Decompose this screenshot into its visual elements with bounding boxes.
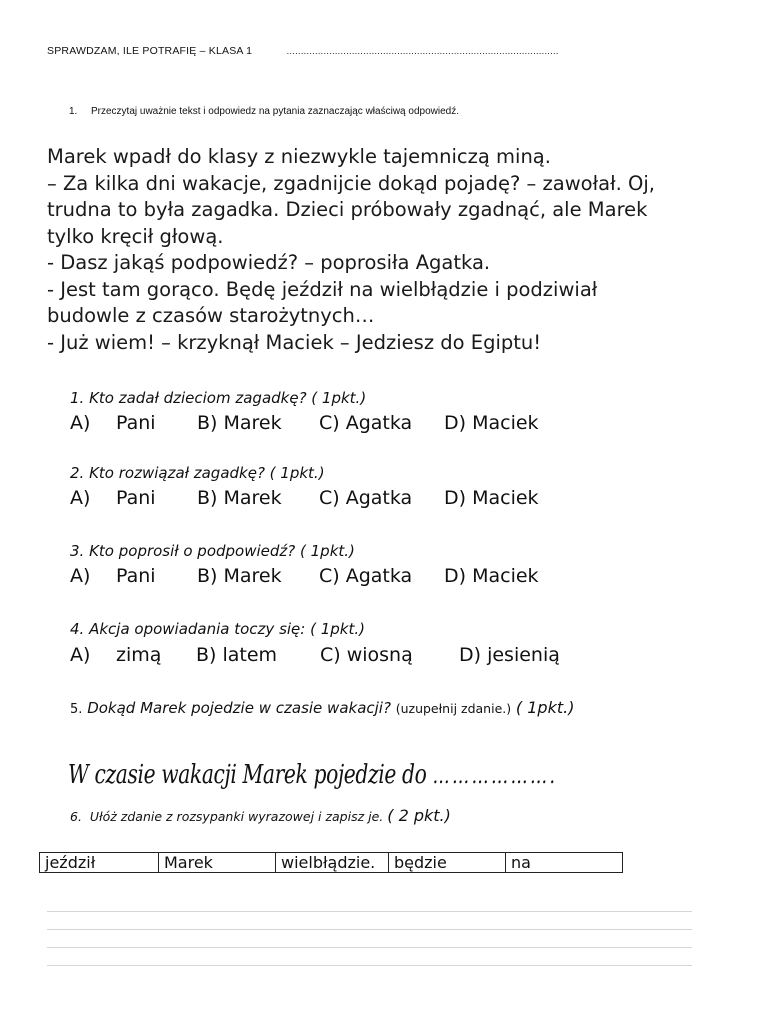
story-line: tylko kręcił głową. [47, 224, 224, 248]
story-line: Marek wpadł do klasy z niezwykle tajemniczą miną. [47, 145, 551, 168]
story-line: – Za kilka dni wakacje, zgadnijcie dokąd pojadę? – zawołał. Oj, [47, 171, 655, 195]
option-c[interactable]: C) Agatka [319, 565, 413, 587]
option-a-label[interactable]: A) [70, 412, 91, 434]
answers-3 [70, 565, 539, 587]
word-cell: będzie [389, 853, 506, 873]
answers-2 [70, 487, 539, 509]
writing-line[interactable] [47, 965, 692, 966]
word-cell: jeździł [40, 853, 159, 873]
story-line: - Dasz jakąś podpowiedź? – poprosiła Agatka. [47, 251, 491, 274]
story-text [47, 144, 655, 356]
instruction-number: 1. [69, 106, 78, 117]
question-5-text: Dokąd Marek pojedzie w czasie wakacji? [87, 699, 391, 717]
question-6-text: Ułóż zdanie z rozsypanki wyrazowej i zapisz je. [89, 809, 384, 824]
handwritten-sentence [68, 760, 557, 790]
answer-blank[interactable]: ………………. [432, 764, 558, 789]
word-row [40, 853, 623, 873]
question-5-hint: (uzupełnij zdanie.) [395, 701, 512, 716]
word-cell: Marek [159, 853, 276, 873]
option-d[interactable]: D) Maciek [444, 412, 539, 434]
question-5 [70, 698, 574, 717]
story-line: trudna to była zagadka. Dzieci próbowały zgadnąć, ale Marek [47, 198, 648, 221]
option-a[interactable]: Pani [116, 487, 156, 509]
story-line: budowle z czasów starożytnych… [47, 304, 375, 327]
option-c[interactable]: C) Agatka [319, 412, 413, 434]
worksheet-header [47, 45, 558, 57]
writing-line[interactable] [47, 929, 692, 930]
word-cell: na [506, 853, 623, 873]
option-b[interactable]: B) Marek [197, 565, 282, 587]
option-d[interactable]: D) Maciek [444, 487, 539, 509]
answers-4 [70, 644, 560, 666]
option-c[interactable]: C) wiosną [320, 644, 413, 666]
question-6-points: ( 2 pkt.) [387, 806, 451, 825]
option-c[interactable]: C) Agatka [319, 487, 413, 509]
option-a-label[interactable]: A) [70, 644, 91, 666]
option-b[interactable]: B) Marek [197, 487, 282, 509]
option-a-label[interactable]: A) [70, 565, 91, 587]
option-a[interactable]: zimą [116, 644, 162, 666]
question-4: 4. Akcja opowiadania toczy się: ( 1pkt.) [70, 620, 365, 638]
question-3: 3. Kto poprosił o podpowiedź? ( 1pkt.) [70, 542, 355, 560]
question-6-number: 6. [70, 809, 82, 824]
word-cell: wielbłądzie. [276, 853, 389, 873]
answers-1 [70, 412, 539, 434]
instruction [69, 106, 459, 117]
story-line: - Już wiem! – krzyknął Maciek – Jedziesz do Egiptu! [47, 330, 542, 354]
handwritten-text: W czasie wakacji Marek pojedzie do [68, 760, 427, 790]
question-6 [70, 806, 451, 825]
instruction-text: Przeczytaj uważnie tekst i odpowiedz na pytania zaznaczając właściwą odpowiedź. [91, 106, 459, 117]
question-2: 2. Kto rozwiązał zagadkę? ( 1pkt.) [70, 464, 325, 482]
worksheet-title: SPRAWDZAM, ILE POTRAFIĘ – KLASA 1 [47, 45, 253, 57]
question-5-number: 5. [70, 702, 83, 717]
name-line: …………………………………………………………………………………… [286, 46, 559, 56]
option-b[interactable]: B) Marek [197, 412, 282, 434]
option-b[interactable]: B) latem [196, 644, 278, 666]
option-a[interactable]: Pani [116, 565, 156, 587]
option-a[interactable]: Pani [116, 412, 156, 434]
option-a-label[interactable]: A) [70, 487, 91, 509]
option-d[interactable]: D) jesienią [459, 644, 560, 666]
writing-line[interactable] [47, 911, 692, 912]
question-5-points: ( 1pkt.) [515, 698, 575, 717]
writing-line[interactable] [47, 947, 692, 948]
word-table [39, 852, 623, 873]
question-1: 1. Kto zadał dzieciom zagadkę? ( 1pkt.) [70, 389, 367, 407]
option-d[interactable]: D) Maciek [444, 565, 539, 587]
story-line: - Jest tam gorąco. Będę jeździł na wielbłądzie i podziwiał [47, 277, 598, 301]
